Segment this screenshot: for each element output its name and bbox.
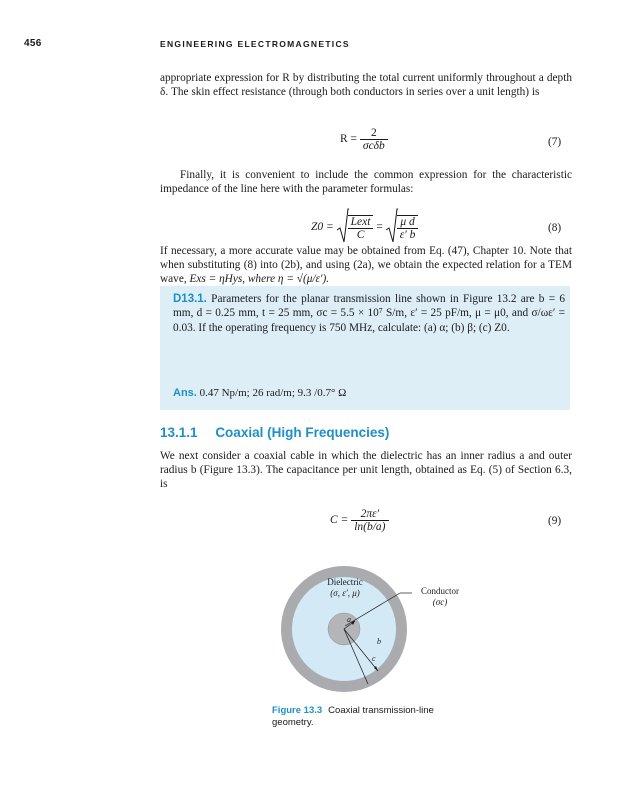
paragraph-impedance-intro: Finally, it is convenient to include the common expression for the characteristic impedance of the line here with the parameter formulas: xyxy=(160,169,572,196)
label-b: b xyxy=(377,637,381,646)
label-c: c xyxy=(372,654,376,663)
tem-relation: Exs = ηHys, where η = √(μ/ε′). xyxy=(189,273,330,286)
equation-7 xyxy=(340,127,388,152)
figure-caption-text: Coaxial transmission-line geometry. xyxy=(272,705,434,728)
section-heading xyxy=(160,425,389,440)
eq8-equals: = xyxy=(376,221,383,234)
drill-problem xyxy=(173,292,565,335)
eq8-fraction-1 xyxy=(348,215,374,241)
paragraph-skin-effect: appropriate expression for R by distributing the total current uniformly throughout a depth δ. The skin effect resistance (through both conductors in series over a unit length) is xyxy=(160,72,572,99)
equation-8 xyxy=(311,208,418,247)
eq8-frac1-denominator: C xyxy=(348,228,374,241)
eq8-frac2-denominator: ε′ b xyxy=(397,228,419,241)
drill-text: Parameters for the planar transmission line shown in Figure 13.2 are b = 6 mm, d = 0.25 mm, t = 25 mm, σc = 5.5 × 10⁷ S/m, ε′ = 25 pF/m, μ = μ0, and σ/ωε′ = 0.03. If the operating frequency is 750 MHz, calculate: (a) α; (b) β; (c) Z0. xyxy=(173,293,565,334)
equation-8-number: (8) xyxy=(548,222,562,234)
section-number: 13.1.1 xyxy=(160,425,198,440)
answer-text: 0.47 Np/m; 26 rad/m; 9.3 /0.7° Ω xyxy=(199,387,347,399)
label-dielectric: Dielectric xyxy=(327,577,363,587)
eq9-lhs: C = xyxy=(330,514,349,527)
figure-caption-label: Figure 13.3 xyxy=(272,705,323,716)
drill-id: D13.1. xyxy=(173,293,207,305)
eq9-denominator: ln(b/a) xyxy=(351,520,388,533)
label-a: a xyxy=(347,615,351,624)
eq9-numerator: 2πε′ xyxy=(360,508,380,520)
eq8-fraction-2 xyxy=(397,215,419,241)
eq7-fraction xyxy=(360,127,388,152)
label-conductor: Conductor xyxy=(421,586,459,596)
equation-9-number: (9) xyxy=(548,515,562,527)
equation-9 xyxy=(330,508,389,533)
label-conductor-params: (σc) xyxy=(432,597,448,607)
equation-7-number: (7) xyxy=(548,136,562,148)
label-dielectric-params: (σ, ε′, μ) xyxy=(330,588,360,598)
running-title: ENGINEERING ELECTROMAGNETICS xyxy=(160,39,350,49)
page-number: 456 xyxy=(24,38,42,49)
paragraph-tem-text: If necessary, a more accurate value may be obtained from Eq. (47), Chapter 10. Note that when substituting (8) into (2b), and using (2a), we obtain the expected relation for a TEM wave, xyxy=(160,245,572,286)
eq8-frac1-numerator: Lext xyxy=(350,215,371,228)
eq8-frac2-numerator: μ d xyxy=(400,215,415,228)
paragraph-tem-relation xyxy=(160,244,572,287)
eq9-fraction xyxy=(351,508,388,533)
eq7-lhs: R = xyxy=(340,133,358,146)
answer-label: Ans. xyxy=(173,387,197,399)
drill-answer xyxy=(173,387,346,399)
figure-caption xyxy=(272,705,472,729)
section-title: Coaxial (High Frequencies) xyxy=(215,425,390,440)
paragraph-coaxial: We next consider a coaxial cable in which the dielectric has an inner radius a and outer radius b (Figure 13.3). The capacitance per unit length, obtained as Eq. (5) of Section 6.3, is xyxy=(160,450,572,491)
coaxial-figure xyxy=(280,556,470,706)
eq8-lhs: Z0 = xyxy=(311,221,334,234)
eq7-numerator: 2 xyxy=(370,127,377,139)
eq7-denominator: σcδb xyxy=(360,139,388,152)
